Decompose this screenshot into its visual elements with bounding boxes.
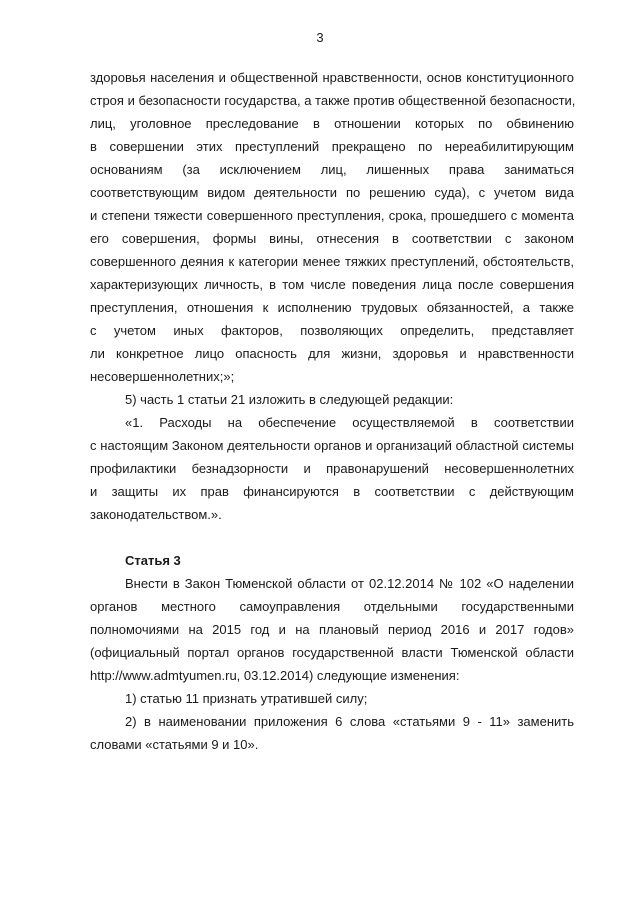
article3-item1: 1) статью 11 признать утратившей силу; bbox=[125, 691, 368, 706]
text-line: характеризующих личность, в том числе поведения лица после совершения bbox=[90, 277, 574, 292]
text-line: http://www.admtyumen.ru, 03.12.2014) следующие изменения: bbox=[90, 668, 460, 683]
text-line: ли конкретное лицо опасность для жизни, здоровья и нравственности bbox=[90, 346, 574, 361]
text-line: основаниям (за исключением лиц, лишенных права заниматься bbox=[90, 162, 574, 177]
text-line: здоровья населения и общественной нравственности, основ конституционного bbox=[90, 70, 574, 85]
text-line: Внести в Закон Тюменской области от 02.12.2014 № 102 «О наделении bbox=[125, 576, 574, 591]
text-line: его совершения, формы вины, отнесения в соответствии с законом bbox=[90, 231, 574, 246]
text-line: соответствующим видом деятельности по решению суда), с учетом вида bbox=[90, 185, 574, 200]
text-line: лиц, уголовное преследование в отношении которых по обвинению bbox=[90, 116, 574, 131]
text-line: (официальный портал органов государственной власти Тюменской области bbox=[90, 645, 574, 660]
text-line: с настоящим Законом деятельности органов и организаций областной системы bbox=[90, 438, 574, 453]
text-line: словами «статьями 9 и 10». bbox=[90, 737, 259, 752]
text-line: профилактики безнадзорности и правонарушений несовершеннолетних bbox=[90, 461, 574, 476]
article3-item2: 2) в наименовании приложения 6 слова «статьями 9 - 11» заменить bbox=[125, 714, 574, 729]
text-line: несовершеннолетних;»; bbox=[90, 369, 235, 384]
text-line: совершенного деяния к категории менее тяжких преступлений, обстоятельств, bbox=[90, 254, 574, 269]
text-line: законодательством.». bbox=[90, 507, 222, 522]
page-number: 3 bbox=[316, 30, 324, 45]
item5-intro: 5) часть 1 статьи 21 изложить в следующей редакции: bbox=[125, 392, 454, 407]
text-line: и защиты их прав финансируются в соответствии с действующим bbox=[90, 484, 574, 499]
text-line: в совершении этих преступлений прекращено по нереабилитирующим bbox=[90, 139, 574, 154]
text-line: полномочиями на 2015 год и на плановый период 2016 и 2017 годов» bbox=[90, 622, 574, 637]
text-line: и степени тяжести совершенного преступления, срока, прошедшего с момента bbox=[90, 208, 574, 223]
text-line: преступления, отношения к исполнению трудовых обязанностей, а также bbox=[90, 300, 574, 315]
article3-heading: Статья 3 bbox=[125, 553, 181, 568]
text-line: «1. Расходы на обеспечение осуществляемой в соответствии bbox=[125, 415, 574, 430]
text-line: с учетом иных факторов, позволяющих определить, представляет bbox=[90, 323, 574, 338]
text-line: органов местного самоуправления отдельными государственными bbox=[90, 599, 574, 614]
text-line: строя и безопасности государства, а также против общественной безопасности, bbox=[90, 93, 576, 108]
